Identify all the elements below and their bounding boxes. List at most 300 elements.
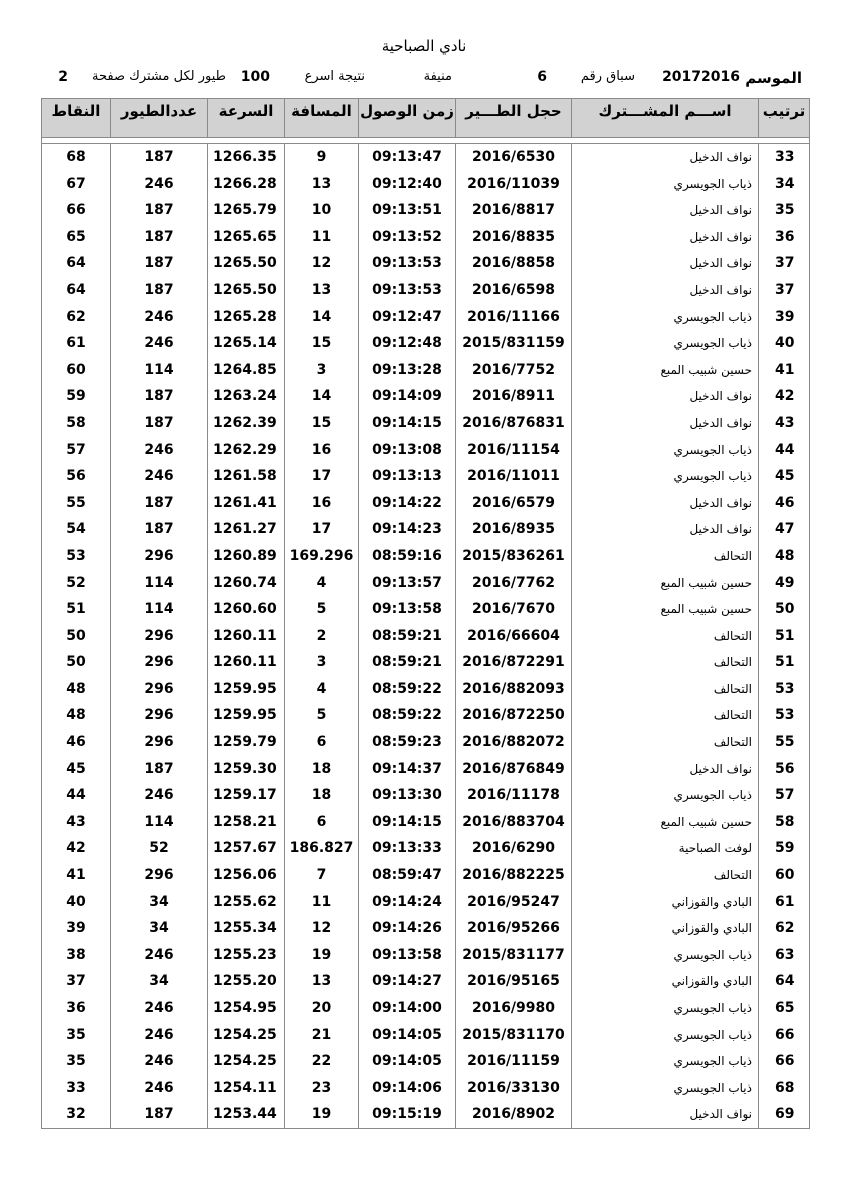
cell-birds-count: 187 bbox=[110, 1101, 207, 1128]
cell-rank: 59 bbox=[758, 835, 809, 862]
cell-speed: 1254.25 bbox=[207, 1048, 284, 1075]
cell-member-name: التحالف bbox=[571, 862, 758, 889]
cell-arrival-time: 09:15:19 bbox=[358, 1101, 455, 1128]
cell-speed: 1265.79 bbox=[207, 197, 284, 224]
cell-birds-count: 246 bbox=[110, 1075, 207, 1102]
cell-arrival-time: 09:14:05 bbox=[358, 1022, 455, 1049]
cell-birds-count: 187 bbox=[110, 144, 207, 171]
cell-arrival-time: 09:12:40 bbox=[358, 171, 455, 198]
cell-rank: 55 bbox=[758, 729, 809, 756]
table-row bbox=[42, 623, 809, 650]
cell-rank: 65 bbox=[758, 995, 809, 1022]
cell-ring-number: 2016/8911 bbox=[455, 383, 571, 410]
cell-rank: 37 bbox=[758, 277, 809, 304]
cell-speed: 1253.44 bbox=[207, 1101, 284, 1128]
cell-distance: 19 bbox=[284, 942, 358, 969]
cell-rank: 40 bbox=[758, 330, 809, 357]
cell-member-name: حسين شبيب المبع bbox=[571, 357, 758, 384]
table-row bbox=[42, 490, 809, 517]
cell-member-name: ذياب الجويسري bbox=[571, 463, 758, 490]
cell-points: 53 bbox=[66, 547, 86, 564]
cell-points: 64 bbox=[66, 255, 86, 272]
cell-birds-count: 296 bbox=[110, 623, 207, 650]
cell-rank: 66 bbox=[758, 1048, 809, 1075]
table-row bbox=[42, 942, 809, 969]
cell-arrival-time: 09:13:58 bbox=[358, 942, 455, 969]
cell-member-name: نواف الدخيل bbox=[571, 250, 758, 277]
cell-speed: 1254.25 bbox=[207, 1022, 284, 1049]
cell-ring-number: 2016/95266 bbox=[455, 915, 571, 942]
cell-member-name: ذياب الجويسري bbox=[571, 942, 758, 969]
cell-speed: 1259.95 bbox=[207, 676, 284, 703]
cell-distance: 9 bbox=[284, 144, 358, 171]
cell-ring-number: 2016/11154 bbox=[455, 437, 571, 464]
cell-birds-count: 187 bbox=[110, 250, 207, 277]
cell-distance: 6 bbox=[284, 809, 358, 836]
cell-ring-number: 2016/872291 bbox=[455, 649, 571, 676]
cell-arrival-time: 09:13:53 bbox=[358, 277, 455, 304]
cell-points: 40 bbox=[66, 893, 86, 910]
cell-distance: 2 bbox=[284, 623, 358, 650]
cell-arrival-time: 09:13:52 bbox=[358, 224, 455, 251]
cell-arrival-time: 09:14:24 bbox=[358, 889, 455, 916]
cell-points: 50 bbox=[66, 654, 86, 671]
cell-birds-count: 187 bbox=[110, 410, 207, 437]
cell-ring-number: 2016/95165 bbox=[455, 968, 571, 995]
cell-points: 50 bbox=[66, 627, 86, 644]
cell-member-name: التحالف bbox=[571, 649, 758, 676]
column-header-birds: عددالطيور bbox=[110, 99, 207, 137]
cell-speed: 1259.79 bbox=[207, 729, 284, 756]
cell-rank: 49 bbox=[758, 570, 809, 597]
cell-member-name: التحالف bbox=[571, 623, 758, 650]
cell-speed: 1256.06 bbox=[207, 862, 284, 889]
cell-speed: 1260.74 bbox=[207, 570, 284, 597]
cell-speed: 1260.11 bbox=[207, 649, 284, 676]
cell-member-name: حسين شبيب المبع bbox=[571, 570, 758, 597]
cell-ring-number: 2016/7762 bbox=[455, 570, 571, 597]
cell-ring-number: 2016/11159 bbox=[455, 1048, 571, 1075]
cell-rank: 58 bbox=[758, 809, 809, 836]
cell-points: 54 bbox=[66, 521, 86, 538]
table-row bbox=[42, 224, 809, 251]
cell-distance: 22 bbox=[284, 1048, 358, 1075]
cell-distance: 3 bbox=[284, 649, 358, 676]
table-row bbox=[42, 543, 809, 570]
cell-speed: 1255.62 bbox=[207, 889, 284, 916]
cell-distance: 18 bbox=[284, 756, 358, 783]
cell-member-name: التحالف bbox=[571, 676, 758, 703]
race-info-bar bbox=[0, 69, 848, 91]
cell-rank: 48 bbox=[758, 543, 809, 570]
cell-rank: 69 bbox=[758, 1101, 809, 1128]
cell-distance: 3 bbox=[284, 357, 358, 384]
cell-ring-number: 2016/882225 bbox=[455, 862, 571, 889]
birds-count: 100 bbox=[240, 69, 270, 85]
table-row bbox=[42, 171, 809, 198]
cell-member-name: نواف الدخيل bbox=[571, 197, 758, 224]
table-row bbox=[42, 702, 809, 729]
table-row bbox=[42, 1022, 809, 1049]
cell-points: 62 bbox=[66, 308, 86, 325]
cell-points: 67 bbox=[66, 175, 86, 192]
cell-ring-number: 2016/8835 bbox=[455, 224, 571, 251]
cell-points: 68 bbox=[66, 149, 86, 165]
cell-arrival-time: 08:59:23 bbox=[358, 729, 455, 756]
cell-points: 37 bbox=[66, 973, 86, 990]
table-row bbox=[42, 995, 809, 1022]
cell-ring-number: 2016/882093 bbox=[455, 676, 571, 703]
cell-ring-number: 2016/6598 bbox=[455, 277, 571, 304]
column-header-name: اســـم المشـــترك bbox=[571, 99, 758, 137]
table-row bbox=[42, 968, 809, 995]
cell-speed: 1265.50 bbox=[207, 277, 284, 304]
cell-speed: 1266.35 bbox=[207, 144, 284, 171]
cell-arrival-time: 09:14:05 bbox=[358, 1048, 455, 1075]
cell-birds-count: 114 bbox=[110, 809, 207, 836]
cell-member-name: التحالف bbox=[571, 702, 758, 729]
cell-ring-number: 2015/836261 bbox=[455, 543, 571, 570]
cell-distance: 11 bbox=[284, 889, 358, 916]
cell-speed: 1266.28 bbox=[207, 171, 284, 198]
cell-birds-count: 34 bbox=[110, 915, 207, 942]
per-member-label: طيور لكل مشترك صفحة bbox=[92, 69, 226, 84]
cell-arrival-time: 09:13:33 bbox=[358, 835, 455, 862]
table-row bbox=[42, 782, 809, 809]
cell-member-name: نواف الدخيل bbox=[571, 516, 758, 543]
cell-distance: 17 bbox=[284, 463, 358, 490]
cell-birds-count: 187 bbox=[110, 490, 207, 517]
cell-arrival-time: 08:59:21 bbox=[358, 623, 455, 650]
cell-birds-count: 187 bbox=[110, 383, 207, 410]
results-table bbox=[41, 98, 810, 1129]
cell-points: 35 bbox=[66, 1053, 86, 1070]
cell-arrival-time: 09:13:51 bbox=[358, 197, 455, 224]
cell-ring-number: 2016/6579 bbox=[455, 490, 571, 517]
table-header bbox=[42, 99, 809, 138]
cell-rank: 37 bbox=[758, 250, 809, 277]
cell-member-name: ذياب الجويسري bbox=[571, 1022, 758, 1049]
table-row bbox=[42, 250, 809, 277]
season-value: 20172016 bbox=[662, 69, 740, 85]
cell-ring-number: 2016/883704 bbox=[455, 809, 571, 836]
cell-ring-number: 2016/8935 bbox=[455, 516, 571, 543]
cell-rank: 68 bbox=[758, 1075, 809, 1102]
cell-distance: 15 bbox=[284, 330, 358, 357]
cell-ring-number: 2016/66604 bbox=[455, 623, 571, 650]
cell-points: 46 bbox=[66, 734, 86, 751]
cell-member-name: ذياب الجويسري bbox=[571, 304, 758, 331]
cell-rank: 42 bbox=[758, 383, 809, 410]
cell-speed: 1265.65 bbox=[207, 224, 284, 251]
cell-arrival-time: 09:14:23 bbox=[358, 516, 455, 543]
cell-member-name: ذياب الجويسري bbox=[571, 1048, 758, 1075]
cell-points: 65 bbox=[66, 228, 86, 245]
cell-points: 39 bbox=[66, 920, 86, 937]
cell-ring-number: 2016/9980 bbox=[455, 995, 571, 1022]
cell-rank: 35 bbox=[758, 197, 809, 224]
table-row bbox=[42, 570, 809, 597]
column-header-ring: حجل الطـــير bbox=[455, 99, 571, 137]
cell-member-name: ذياب الجويسري bbox=[571, 330, 758, 357]
cell-speed: 1263.24 bbox=[207, 383, 284, 410]
table-body bbox=[42, 144, 809, 1128]
cell-ring-number: 2016/8858 bbox=[455, 250, 571, 277]
cell-points: 35 bbox=[66, 1026, 86, 1043]
cell-ring-number: 2016/8817 bbox=[455, 197, 571, 224]
cell-ring-number: 2015/831170 bbox=[455, 1022, 571, 1049]
cell-speed: 1261.27 bbox=[207, 516, 284, 543]
cell-member-name: لوفت الصباحية bbox=[571, 835, 758, 862]
cell-distance: 14 bbox=[284, 383, 358, 410]
table-row bbox=[42, 357, 809, 384]
cell-birds-count: 246 bbox=[110, 1048, 207, 1075]
cell-ring-number: 2016/876849 bbox=[455, 756, 571, 783]
cell-distance: 5 bbox=[284, 596, 358, 623]
cell-member-name: التحالف bbox=[571, 543, 758, 570]
table-row bbox=[42, 437, 809, 464]
cell-arrival-time: 09:14:09 bbox=[358, 383, 455, 410]
cell-birds-count: 114 bbox=[110, 357, 207, 384]
cell-birds-count: 34 bbox=[110, 889, 207, 916]
cell-member-name: ذياب الجويسري bbox=[571, 171, 758, 198]
cell-speed: 1255.34 bbox=[207, 915, 284, 942]
cell-speed: 1264.85 bbox=[207, 357, 284, 384]
cell-birds-count: 187 bbox=[110, 516, 207, 543]
cell-points: 32 bbox=[66, 1106, 86, 1123]
cell-distance: 17 bbox=[284, 516, 358, 543]
table-row bbox=[42, 915, 809, 942]
cell-arrival-time: 09:13:30 bbox=[358, 782, 455, 809]
cell-points: 36 bbox=[66, 1000, 86, 1016]
cell-birds-count: 187 bbox=[110, 756, 207, 783]
cell-points: 45 bbox=[66, 760, 86, 777]
cell-birds-count: 296 bbox=[110, 649, 207, 676]
cell-member-name: نواف الدخيل bbox=[571, 490, 758, 517]
cell-distance: 169.296 bbox=[284, 543, 358, 570]
table-row bbox=[42, 809, 809, 836]
cell-ring-number: 2016/6290 bbox=[455, 835, 571, 862]
cell-points: 55 bbox=[66, 494, 86, 511]
cell-rank: 44 bbox=[758, 437, 809, 464]
cell-member-name: نواف الدخيل bbox=[571, 756, 758, 783]
cell-ring-number: 2016/8902 bbox=[455, 1101, 571, 1128]
cell-points: 33 bbox=[66, 1079, 86, 1096]
cell-arrival-time: 08:59:21 bbox=[358, 649, 455, 676]
cell-ring-number: 2016/876831 bbox=[455, 410, 571, 437]
cell-member-name: نواف الدخيل bbox=[571, 224, 758, 251]
cell-birds-count: 246 bbox=[110, 330, 207, 357]
cell-member-name: ذياب الجويسري bbox=[571, 995, 758, 1022]
cell-ring-number: 2016/95247 bbox=[455, 889, 571, 916]
cell-birds-count: 114 bbox=[110, 596, 207, 623]
cell-points: 42 bbox=[66, 840, 86, 857]
cell-member-name: البادي والقوزاني bbox=[571, 968, 758, 995]
cell-arrival-time: 09:14:22 bbox=[358, 490, 455, 517]
cell-rank: 53 bbox=[758, 702, 809, 729]
cell-points: 61 bbox=[66, 335, 86, 352]
cell-speed: 1259.30 bbox=[207, 756, 284, 783]
cell-distance: 12 bbox=[284, 250, 358, 277]
cell-member-name: حسين شبيب المبع bbox=[571, 596, 758, 623]
cell-speed: 1255.20 bbox=[207, 968, 284, 995]
cell-speed: 1265.50 bbox=[207, 250, 284, 277]
cell-rank: 51 bbox=[758, 649, 809, 676]
cell-birds-count: 246 bbox=[110, 995, 207, 1022]
cell-birds-count: 246 bbox=[110, 304, 207, 331]
column-header-points: النقاط bbox=[42, 99, 110, 137]
cell-rank: 63 bbox=[758, 942, 809, 969]
column-header-distance: المسافة bbox=[284, 99, 358, 137]
cell-birds-count: 296 bbox=[110, 729, 207, 756]
cell-rank: 61 bbox=[758, 889, 809, 916]
cell-distance: 16 bbox=[284, 437, 358, 464]
cell-rank: 62 bbox=[758, 915, 809, 942]
race-number-label: سباق رقم bbox=[580, 69, 635, 84]
cell-speed: 1260.89 bbox=[207, 543, 284, 570]
cell-birds-count: 296 bbox=[110, 543, 207, 570]
cell-arrival-time: 09:13:08 bbox=[358, 437, 455, 464]
cell-rank: 60 bbox=[758, 862, 809, 889]
cell-rank: 43 bbox=[758, 410, 809, 437]
table-row bbox=[42, 1048, 809, 1075]
cell-distance: 13 bbox=[284, 171, 358, 198]
table-row bbox=[42, 197, 809, 224]
cell-member-name: ذياب الجويسري bbox=[571, 1075, 758, 1102]
cell-birds-count: 296 bbox=[110, 676, 207, 703]
cell-birds-count: 52 bbox=[110, 835, 207, 862]
cell-member-name: التحالف bbox=[571, 729, 758, 756]
cell-arrival-time: 08:59:22 bbox=[358, 702, 455, 729]
cell-distance: 19 bbox=[284, 1101, 358, 1128]
cell-ring-number: 2016/11039 bbox=[455, 171, 571, 198]
cell-rank: 46 bbox=[758, 490, 809, 517]
cell-member-name: ذياب الجويسري bbox=[571, 782, 758, 809]
cell-rank: 47 bbox=[758, 516, 809, 543]
cell-ring-number: 2016/11011 bbox=[455, 463, 571, 490]
cell-birds-count: 246 bbox=[110, 942, 207, 969]
cell-arrival-time: 09:12:47 bbox=[358, 304, 455, 331]
cell-rank: 56 bbox=[758, 756, 809, 783]
cell-distance: 21 bbox=[284, 1022, 358, 1049]
cell-ring-number: 2015/831177 bbox=[455, 942, 571, 969]
cell-speed: 1257.67 bbox=[207, 835, 284, 862]
table-row bbox=[42, 889, 809, 916]
cell-distance: 13 bbox=[284, 277, 358, 304]
table-row bbox=[42, 835, 809, 862]
cell-distance: 15 bbox=[284, 410, 358, 437]
table-row bbox=[42, 756, 809, 783]
cell-birds-count: 246 bbox=[110, 437, 207, 464]
cell-points: 59 bbox=[66, 388, 86, 405]
cell-ring-number: 2016/33130 bbox=[455, 1075, 571, 1102]
cell-points: 56 bbox=[66, 468, 86, 485]
cell-rank: 53 bbox=[758, 676, 809, 703]
cell-speed: 1255.23 bbox=[207, 942, 284, 969]
cell-birds-count: 114 bbox=[110, 570, 207, 597]
cell-points: 44 bbox=[66, 787, 86, 804]
cell-rank: 50 bbox=[758, 596, 809, 623]
cell-rank: 41 bbox=[758, 357, 809, 384]
cell-ring-number: 2016/872250 bbox=[455, 702, 571, 729]
cell-points: 64 bbox=[66, 281, 86, 298]
cell-member-name: حسين شبيب المبع bbox=[571, 809, 758, 836]
cell-rank: 57 bbox=[758, 782, 809, 809]
cell-speed: 1260.60 bbox=[207, 596, 284, 623]
cell-rank: 34 bbox=[758, 171, 809, 198]
cell-distance: 13 bbox=[284, 968, 358, 995]
table-row bbox=[42, 676, 809, 703]
cell-birds-count: 187 bbox=[110, 224, 207, 251]
column-header-arrival: زمن الوصول bbox=[358, 99, 455, 137]
cell-distance: 5 bbox=[284, 702, 358, 729]
cell-speed: 1265.28 bbox=[207, 304, 284, 331]
table-row bbox=[42, 516, 809, 543]
cell-arrival-time: 09:13:53 bbox=[358, 250, 455, 277]
race-location: منيفة bbox=[423, 69, 452, 84]
cell-birds-count: 246 bbox=[110, 171, 207, 198]
column-header-speed: السرعة bbox=[207, 99, 284, 137]
table-row bbox=[42, 330, 809, 357]
cell-speed: 1261.58 bbox=[207, 463, 284, 490]
cell-ring-number: 2016/11166 bbox=[455, 304, 571, 331]
cell-arrival-time: 09:12:48 bbox=[358, 330, 455, 357]
cell-arrival-time: 09:13:58 bbox=[358, 596, 455, 623]
page-number: 2 bbox=[58, 69, 68, 85]
cell-member-name: ذياب الجويسري bbox=[571, 437, 758, 464]
cell-distance: 20 bbox=[284, 995, 358, 1022]
cell-rank: 64 bbox=[758, 968, 809, 995]
cell-distance: 11 bbox=[284, 224, 358, 251]
cell-birds-count: 34 bbox=[110, 968, 207, 995]
cell-speed: 1262.39 bbox=[207, 410, 284, 437]
cell-rank: 33 bbox=[758, 144, 809, 171]
cell-birds-count: 246 bbox=[110, 463, 207, 490]
result-label: نتيجة اسرع bbox=[304, 69, 365, 84]
cell-points: 57 bbox=[66, 441, 86, 458]
cell-arrival-time: 09:13:47 bbox=[358, 144, 455, 171]
cell-speed: 1261.41 bbox=[207, 490, 284, 517]
cell-rank: 66 bbox=[758, 1022, 809, 1049]
table-row bbox=[42, 463, 809, 490]
cell-distance: 6 bbox=[284, 729, 358, 756]
cell-arrival-time: 09:13:13 bbox=[358, 463, 455, 490]
cell-arrival-time: 08:59:47 bbox=[358, 862, 455, 889]
cell-points: 51 bbox=[66, 601, 86, 618]
cell-birds-count: 246 bbox=[110, 1022, 207, 1049]
cell-distance: 18 bbox=[284, 782, 358, 809]
cell-speed: 1262.29 bbox=[207, 437, 284, 464]
cell-birds-count: 296 bbox=[110, 702, 207, 729]
table-row bbox=[42, 383, 809, 410]
table-row bbox=[42, 862, 809, 889]
cell-rank: 51 bbox=[758, 623, 809, 650]
cell-birds-count: 187 bbox=[110, 197, 207, 224]
cell-distance: 23 bbox=[284, 1075, 358, 1102]
cell-distance: 12 bbox=[284, 915, 358, 942]
cell-speed: 1258.21 bbox=[207, 809, 284, 836]
cell-arrival-time: 09:14:26 bbox=[358, 915, 455, 942]
table-row bbox=[42, 729, 809, 756]
cell-points: 48 bbox=[66, 680, 86, 697]
cell-ring-number: 2016/11178 bbox=[455, 782, 571, 809]
cell-arrival-time: 09:13:28 bbox=[358, 357, 455, 384]
cell-birds-count: 296 bbox=[110, 862, 207, 889]
cell-member-name: نواف الدخيل bbox=[571, 383, 758, 410]
cell-points: 41 bbox=[66, 867, 86, 884]
table-row bbox=[42, 1075, 809, 1102]
cell-birds-count: 187 bbox=[110, 277, 207, 304]
